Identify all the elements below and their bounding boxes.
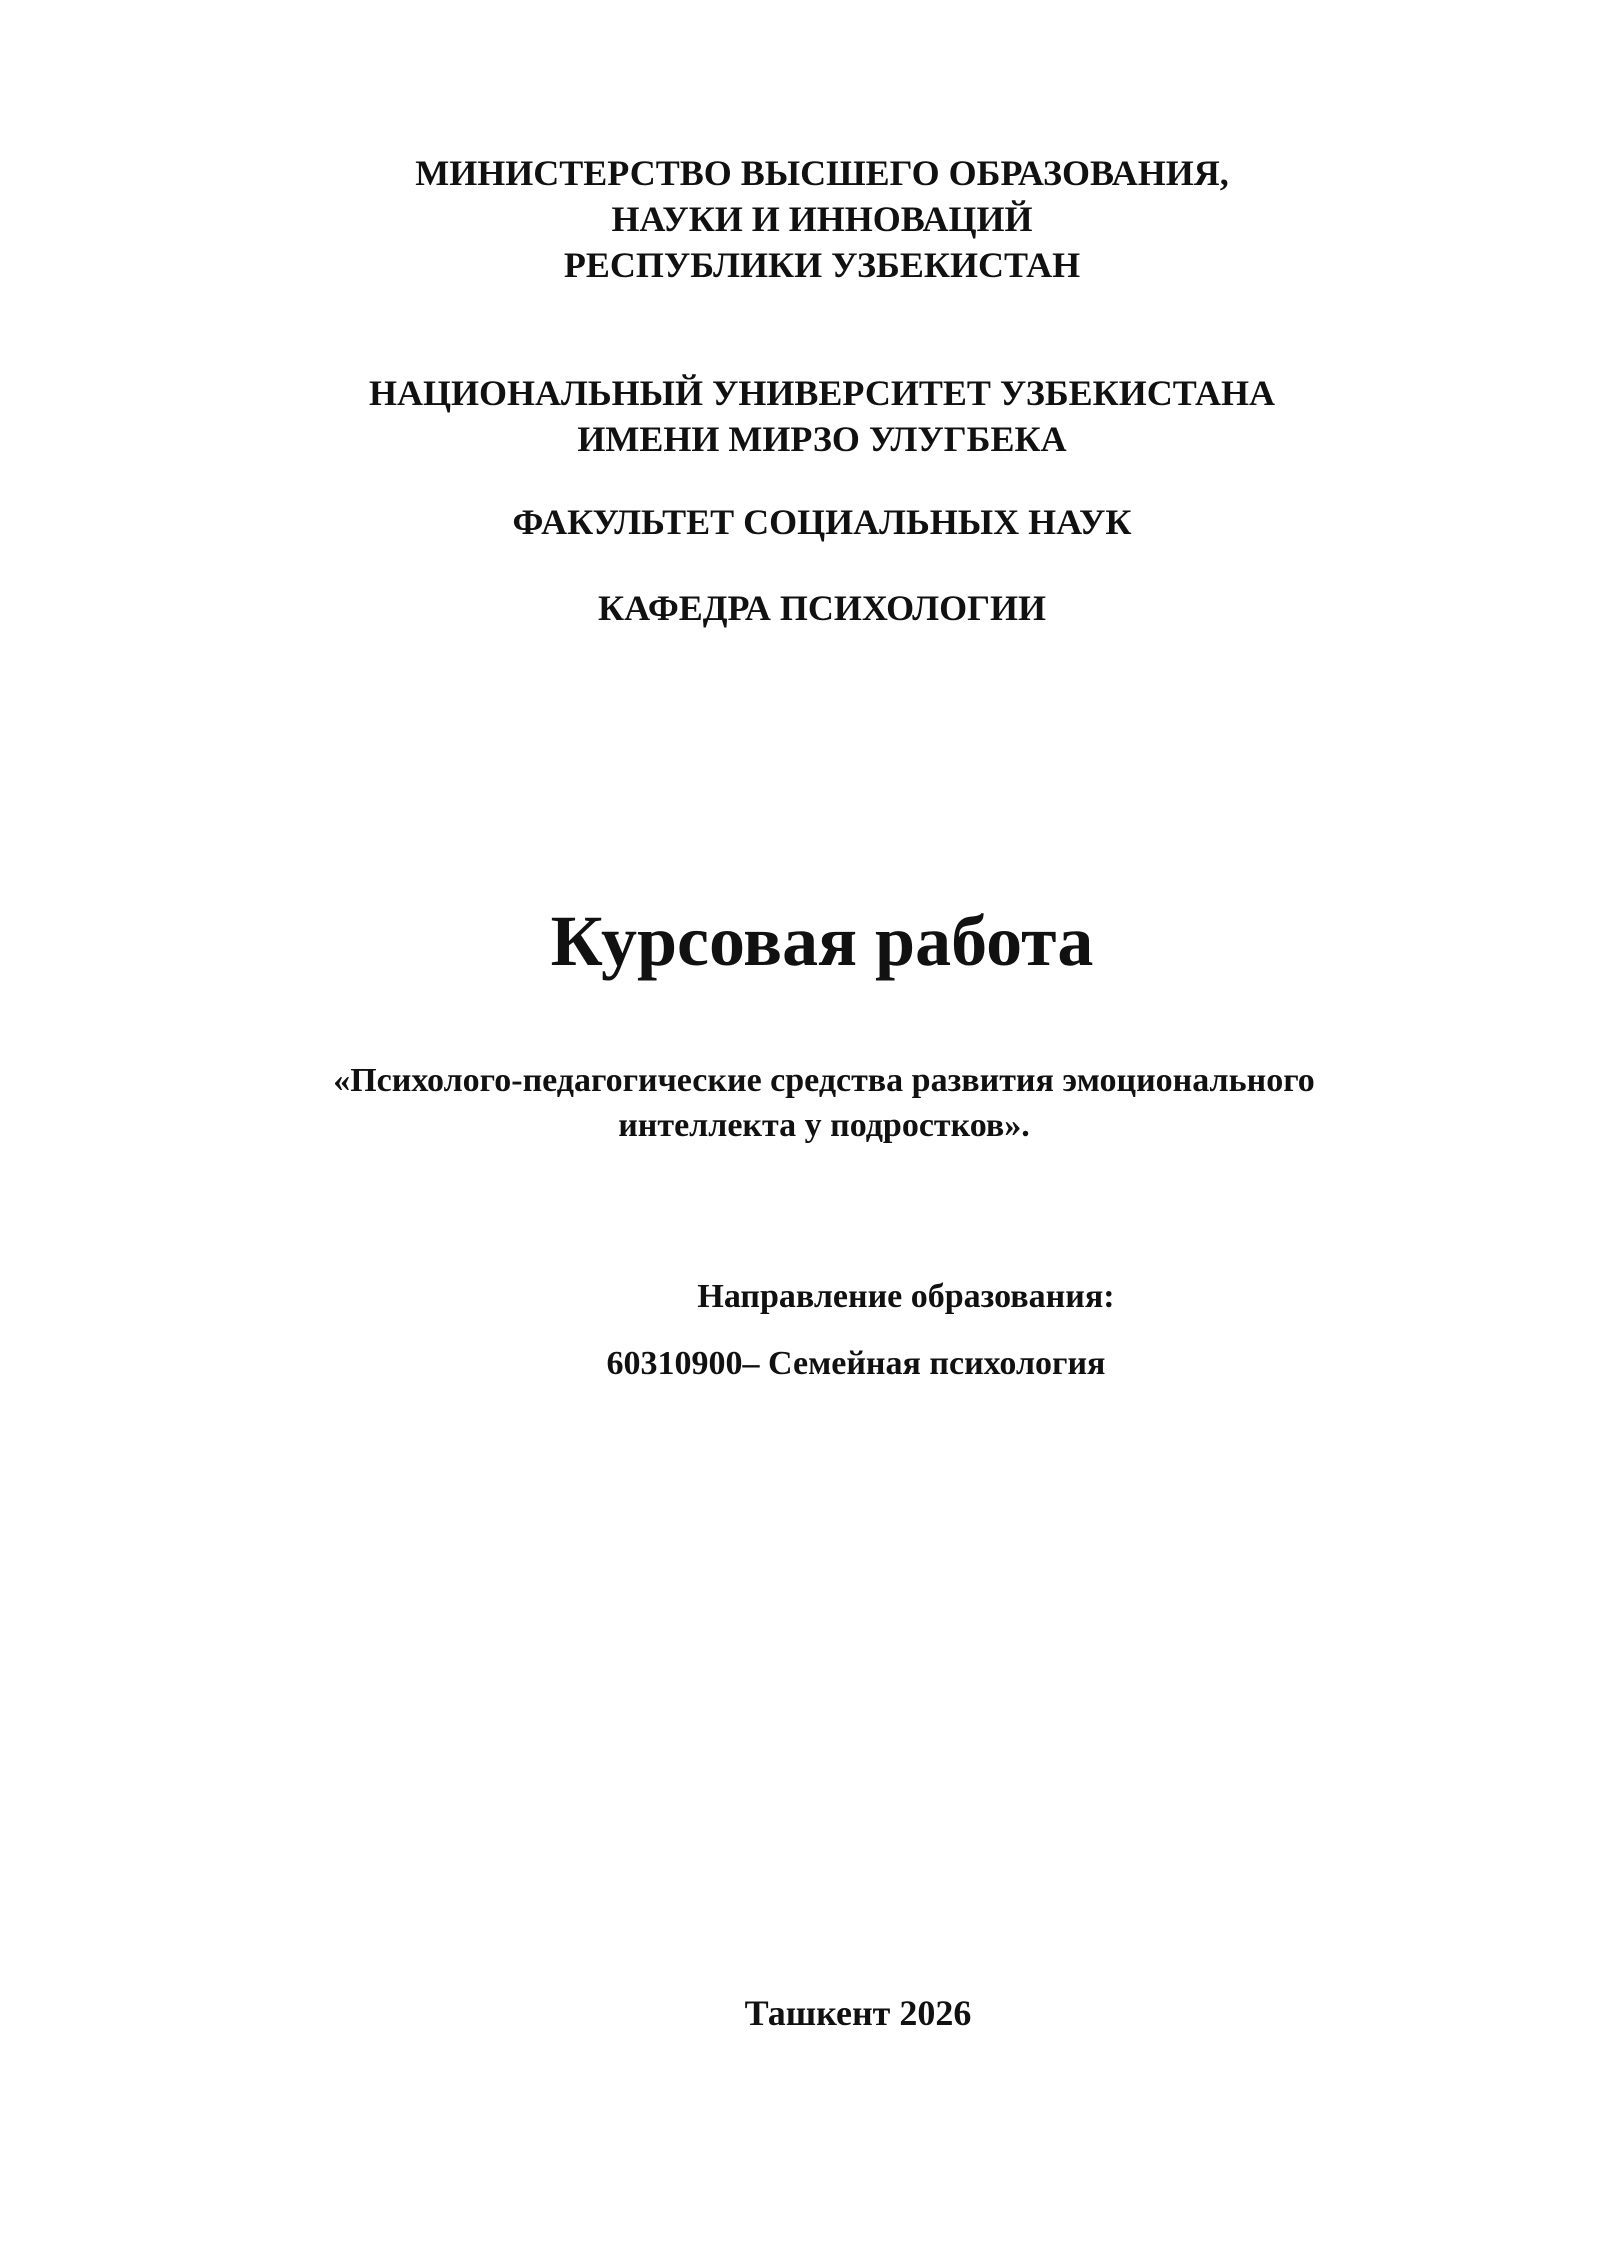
university-heading xyxy=(22,370,1600,462)
ministry-heading xyxy=(22,150,1600,288)
university-line-1: НАЦИОНАЛЬНЫЙ УНИВЕРСИТЕТ УЗБЕКИСТАНА xyxy=(369,373,1275,413)
direction-value: 60310900– Семейная психология xyxy=(606,1345,1106,1382)
ministry-line-1: МИНИСТЕРСТВО ВЫСШЕГО ОБРАЗОВАНИЯ, xyxy=(415,153,1229,193)
department-heading xyxy=(22,585,1600,631)
ministry-line-3: РЕСПУБЛИКИ УЗБЕКИСТАН xyxy=(563,245,1081,285)
university-line-2: ИМЕНИ МИРЗО УЛУГБЕКА xyxy=(577,419,1067,459)
department-name: КАФЕДРА ПСИХОЛОГИИ xyxy=(597,588,1047,628)
city-year-footer xyxy=(58,1990,1600,2036)
work-type-title: Курсовая работа xyxy=(550,901,1094,981)
direction-label-block xyxy=(106,1275,1600,1319)
document-title xyxy=(22,898,1600,984)
direction-label: Направление образования: xyxy=(697,1278,1115,1315)
faculty-name: ФАКУЛЬТЕТ СОЦИАЛЬНЫХ НАУК xyxy=(512,502,1132,542)
faculty-heading xyxy=(22,499,1600,545)
topic-line-1: «Психолого-педагогические средства развития эмоционального xyxy=(333,1062,1315,1099)
city-year: Ташкент 2026 xyxy=(744,1993,972,2033)
topic-heading xyxy=(24,1058,1600,1148)
direction-value-block xyxy=(56,1342,1600,1386)
ministry-line-2: НАУКИ И ИННОВАЦИЙ xyxy=(611,199,1033,239)
topic-line-2: интеллекта у подростков». xyxy=(618,1107,1030,1144)
